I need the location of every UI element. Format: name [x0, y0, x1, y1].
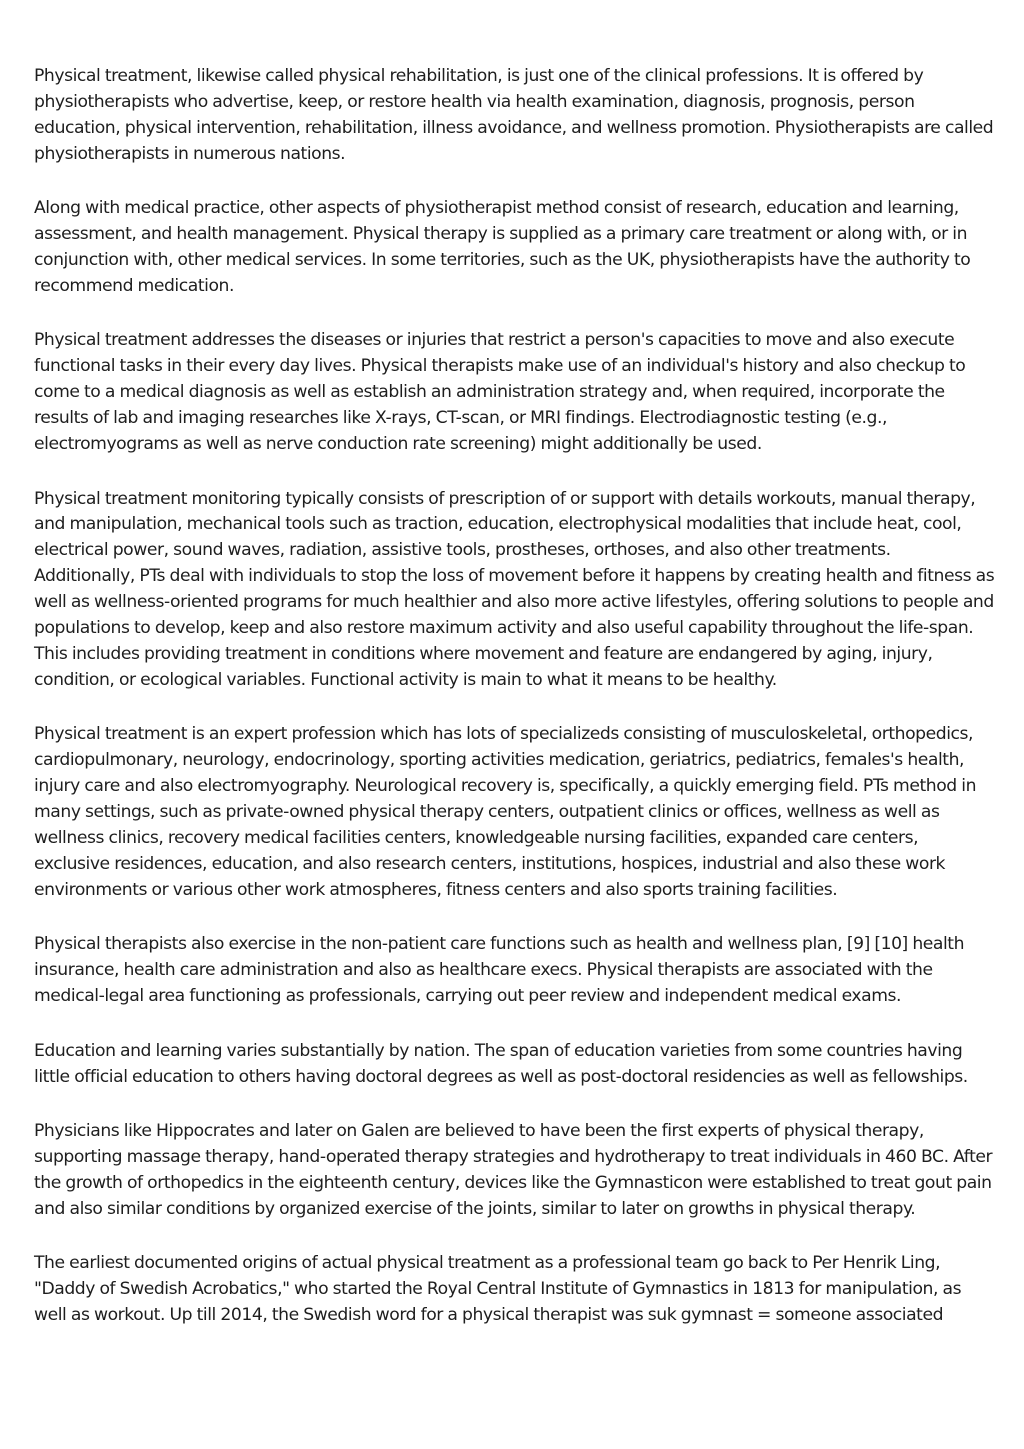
document-body: [34, 64, 996, 1358]
paragraph-1: Physical treatment, likewise called physical rehabilitation, is just one of the clinical professions. It is offered by physiotherapists who advertise, keep, or restore health via health examination, diagnosis, prognosis, person education, physical intervention, rehabilitation, illness avoidance, and wellness promotion. Physiotherapists are called physiotherapists in numerous nations.: [34, 66, 994, 164]
paragraph-5: Physical treatment is an expert profession which has lots of specializeds consisting of musculoskeletal, orthopedics, cardiopulmonary, neurology, endocrinology, sporting activities medication, geriatrics, pediatrics, females's health, injury care and also electromyography. Neurological recovery is, specifically, a quickly emerging field. PTs method in many settings, such as private-owned physical therapy centers, outpatient clinics or offices, wellness as well as wellness clinics, recovery medical facilities centers, knowledgeable nursing facilities, expanded care centers, exclusive residences, education, and also research centers, institutions, hospices, industrial and also these work environments or various other work atmospheres, fitness centers and also sports training facilities.: [34, 724, 977, 900]
paragraph-8: Physicians like Hippocrates and later on Galen are believed to have been the first experts of physical therapy, supporting massage therapy, hand-operated therapy strategies and hydrotherapy to treat individuals in 460 BC. After the growth of orthopedics in the eighteenth century, devices like the Gymnasticon were established to treat gout pain and also similar conditions by organized exercise of the joints, similar to later on growths in physical therapy.: [34, 1121, 993, 1219]
paragraph-9: The earliest documented origins of actual physical treatment as a professional team go back to Per Henrik Ling, "Daddy of Swedish Acrobatics," who started the Royal Central Institute of Gymnastics in 1813 for manipulation, as well as workout. Up till 2014, the Swedish word for a physical therapist was suk gymnast = someone associated: [34, 1253, 962, 1326]
paragraph-3: Physical treatment addresses the diseases or injuries that restrict a person's capacities to move and also execute functional tasks in their every day lives. Physical therapists make use of an individual's history and also checkup to come to a medical diagnosis as well as establish an administration strategy and, when required, incorporate the results of lab and imaging researches like X-rays, CT-scan, or MRI findings. Electrodiagnostic testing (e.g., electromyograms as well as nerve conduction rate screening) might additionally be used.: [34, 330, 966, 455]
paragraph-6: Physical therapists also exercise in the non-patient care functions such as health and wellness plan, [9] [10] health insurance, health care administration and also as healthcare execs. Physical therapists are associated with the medical-legal area functioning as professionals, carrying out peer review and independent medical exams.: [34, 934, 965, 1007]
paragraph-4: Physical treatment monitoring typically consists of prescription of or support with details workouts, manual therapy, and manipulation, mechanical tools such as traction, education, electrophysical modalities that include heat, cool, electrical power, sound waves, radiation, assistive tools, prostheses, orthoses, and also other treatments. Additionally, PTs deal with individuals to stop the loss of movement before it happens by creating health and fitness as well as wellness-oriented programs for much healthier and also more active lifestyles, offering solutions to people and populations to develop, keep and also restore maximum activity and also useful capability throughout the life-span. This includes providing treatment in conditions where movement and feature are endangered by aging, injury, condition, or ecological variables. Functional activity is main to what it means to be healthy.: [34, 488, 995, 690]
paragraph-2: Along with medical practice, other aspects of physiotherapist method consist of research, education and learning, assessment, and health management. Physical therapy is supplied as a primary care treatment or along with, or in conjunction with, other medical services. In some territories, such as the UK, physiotherapists have the authority to recommend medication.: [34, 198, 971, 296]
paragraph-7: Education and learning varies substantially by nation. The span of education varieties from some countries having little official education to others having doctoral degrees as well as post-doctoral residencies as well as fellowships.: [34, 1040, 968, 1087]
